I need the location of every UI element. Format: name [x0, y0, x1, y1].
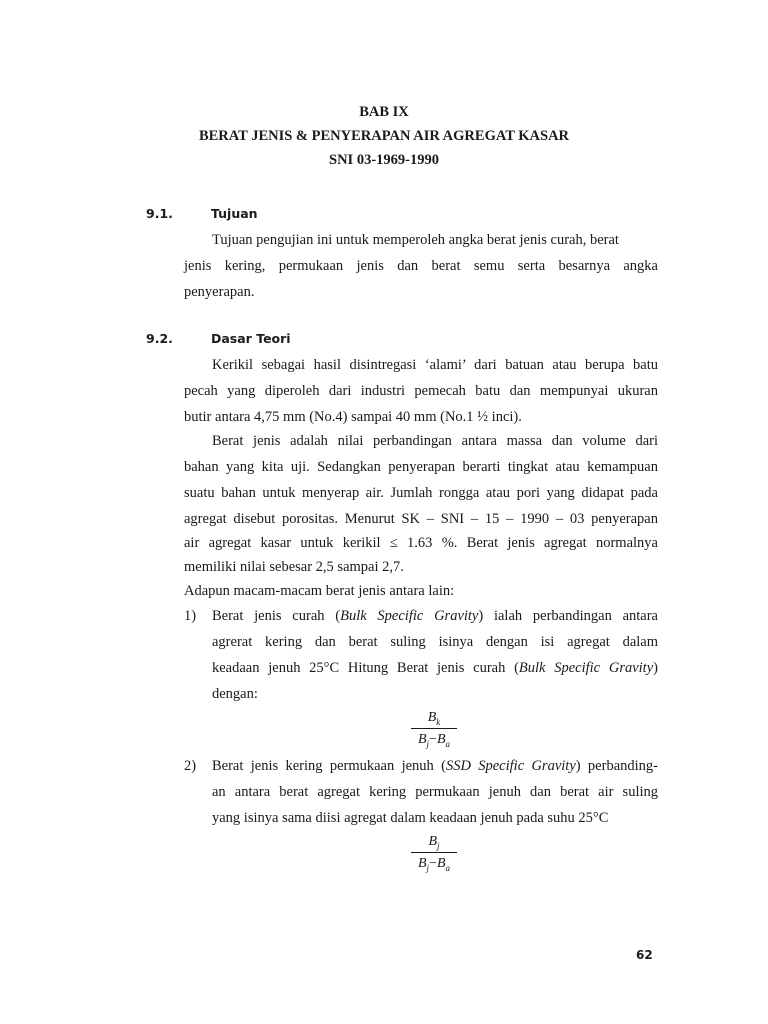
list-item-2-line-2: an antara berat agregat kering permukaan jenuh dan berat air suling [212, 784, 658, 800]
list-item-1-line-2: agrerat kering dan berat suling isinya dengan isi agregat dalam [212, 634, 658, 650]
dasar-p2-line-3: suatu bahan untuk menyerap air. Jumlah rongga atau pori yang didapat pada [184, 485, 658, 501]
tujuan-line-1: Tujuan pengujian ini untuk memperoleh angka berat jenis curah, berat [212, 232, 619, 248]
list-item-1-line-3: keadaan jenuh 25°C Hitung Berat jenis curah (Bulk Specific Gravity) [212, 660, 658, 676]
section-number-dasar-teori: 9.2. [146, 331, 173, 346]
tujuan-line-2: jenis kering, permukaan jenis dan berat semu serta besarnya angka [184, 258, 658, 274]
tujuan-line-3: penyerapan. [184, 284, 255, 300]
formula-bulk-specific-gravity: $B_k$ $B_j-B_a$ [384, 709, 484, 749]
list-item-1-line-4: dengan: [212, 686, 258, 702]
page-number: 62 [636, 948, 653, 962]
list-item-1-number: 1) [184, 608, 197, 624]
dasar-p2-line-2: bahan yang kita uji. Sedangkan penyerapan berarti tingkat atau kemampuan [184, 459, 658, 475]
list-item-2-number: 2) [184, 758, 197, 774]
chapter-label: BAB IX [359, 104, 409, 120]
dasar-p1-line-1: Kerikil sebagai hasil disintregasi ‘alami’ dari batuan atau berupa batu [212, 357, 658, 373]
list-item-2-line-3: yang isinya sama diisi agregat dalam keadaan jenuh pada suhu 25°C [212, 810, 609, 826]
standard-code: SNI 03-1969-1990 [329, 152, 439, 168]
section-title-dasar-teori: Dasar Teori [211, 331, 291, 346]
section-number-tujuan: 9.1. [146, 206, 173, 221]
dasar-p1-line-3: butir antara 4,75 mm (No.4) sampai 40 mm (No.1 ½ inci). [184, 409, 522, 425]
dasar-p3: Adapun macam-macam berat jenis antara lain: [184, 583, 455, 599]
dasar-p2-line-6: memiliki nilai sebesar 2,5 sampai 2,7. [184, 559, 404, 575]
section-title-tujuan: Tujuan [211, 206, 258, 221]
chapter-title: BERAT JENIS & PENYERAPAN AIR AGREGAT KASAR [198, 128, 570, 144]
dasar-p1-line-2: pecah yang diperoleh dari industri pemecah batu dan mempunyai ukuran [184, 383, 658, 399]
dasar-p2-line-5: air agregat kasar untuk kerikil ≤ 1.63 %. Berat jenis agregat normalnya [184, 535, 658, 551]
dasar-p2-line-1: Berat jenis adalah nilai perbandingan antara massa dan volume dari [212, 433, 658, 449]
list-item-1-line-1: Berat jenis curah (Bulk Specific Gravity) ialah perbandingan antara [212, 608, 658, 624]
list-item-2-line-1: Berat jenis kering permukaan jenuh (SSD Specific Gravity) perbanding- [212, 758, 658, 774]
dasar-p2-line-4: agregat disebut porositas. Menurut SK – SNI – 15 – 1990 – 03 penyerapan [184, 511, 658, 527]
formula-ssd-specific-gravity: $B_j$ $B_j-B_a$ [384, 833, 484, 873]
